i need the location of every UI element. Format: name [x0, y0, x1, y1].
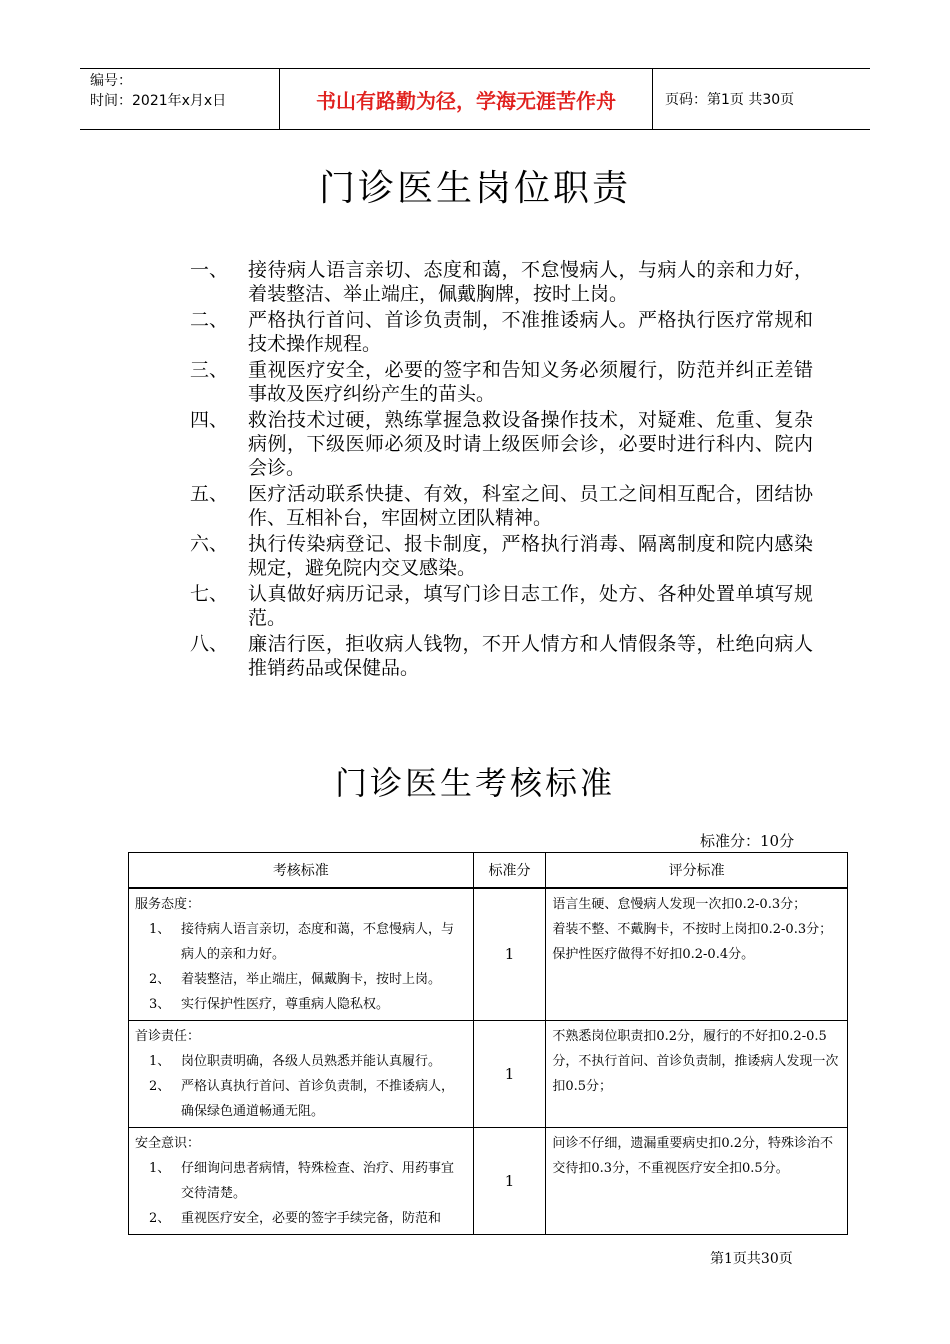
- duty-number: 四、: [190, 409, 229, 431]
- duty-text: 严格执行首问、首诊负责制，不准推诿病人。严格执行医疗常规和技术操作规程。: [248, 309, 813, 355]
- duty-number: 三、: [190, 359, 229, 381]
- table-row: [129, 1021, 848, 1128]
- standard-score-cell: 1: [473, 888, 546, 1021]
- item-text: 重视医疗安全，必要的签字手续完备，防范和: [181, 1211, 442, 1226]
- assessment-standard-cell: [129, 1128, 474, 1235]
- assessment-standard-cell: [129, 888, 474, 1021]
- duty-item: [190, 308, 830, 356]
- duty-item: [190, 632, 830, 680]
- item-number: 1、: [149, 922, 171, 937]
- criteria-line: 不熟悉岗位职责扣0.2分，履行的不好扣0.2-0.5分，不执行首问、首诊负责制，推诿病人发现一次扣0.5分；: [552, 1029, 839, 1094]
- duty-item: [190, 358, 830, 406]
- duty-number: 二、: [190, 309, 229, 331]
- category-label: 安全意识：: [135, 1136, 201, 1151]
- scoring-criteria-cell: [546, 888, 848, 1021]
- category-label: 服务态度：: [135, 897, 201, 912]
- duty-number: 八、: [190, 633, 229, 655]
- item-text: 实行保护性医疗，尊重病人隐私权。: [181, 997, 390, 1012]
- table-row: [129, 888, 848, 1021]
- item-text: 着装整洁，举止端庄，佩戴胸卡，按时上岗。: [181, 972, 442, 987]
- item-text: 接待病人语言亲切，态度和蔼，不怠慢病人，与病人的亲和力好。: [181, 922, 455, 962]
- criteria-line: 语言生硬、怠慢病人发现一次扣0.2-0.3分；: [552, 897, 807, 912]
- item-number: 1、: [149, 1161, 171, 1176]
- column-header: 标准分: [473, 853, 546, 889]
- duty-text: 执行传染病登记、报卡制度，严格执行消毒、隔离制度和院内感染规定，避免院内交叉感染。: [248, 533, 813, 579]
- standard-item: [135, 1049, 467, 1074]
- item-number: 1、: [149, 1054, 171, 1069]
- standard-item: [135, 967, 467, 992]
- assessment-table: [128, 852, 848, 1235]
- scoring-criteria-cell: [546, 1128, 848, 1235]
- duty-item: [190, 408, 830, 480]
- duty-item: [190, 258, 830, 306]
- header-motto: 书山有路勤为径，学海无涯苦作舟: [280, 69, 653, 129]
- item-number: 2、: [149, 972, 171, 987]
- duty-text: 医疗活动联系快捷、有效，科室之间、员工之间相互配合，团结协作、互相补台，牢固树立团队精神。: [248, 483, 813, 529]
- duties-list: [190, 258, 830, 682]
- standard-item: [135, 917, 467, 967]
- duty-number: 七、: [190, 583, 229, 605]
- column-header: 考核标准: [129, 853, 474, 889]
- page-header: [80, 68, 870, 130]
- item-number: 2、: [149, 1079, 171, 1094]
- page-footer: 第1页共30页: [710, 1251, 793, 1267]
- standard-score-cell: 1: [473, 1021, 546, 1128]
- criteria-line: 着装不整、不戴胸卡，不按时上岗扣0.2-0.3分；: [552, 922, 833, 937]
- scoring-criteria-cell: [546, 1021, 848, 1128]
- duty-text: 接待病人语言亲切、态度和蔼，不怠慢病人，与病人的亲和力好，着装整洁、举止端庄，佩戴胸牌，按时上岗。: [248, 259, 813, 305]
- duty-number: 六、: [190, 533, 229, 555]
- item-number: 3、: [149, 997, 171, 1012]
- duty-item: [190, 582, 830, 630]
- item-text: 岗位职责明确，各级人员熟悉并能认真履行。: [181, 1054, 442, 1069]
- criteria-line: 问诊不仔细，遗漏重要病史扣0.2分，特殊诊治不交待扣0.3分，不重视医疗安全扣0.5分。: [552, 1136, 834, 1176]
- duties-title: 门诊医生岗位职责: [318, 168, 631, 209]
- standard-item: [135, 1206, 467, 1231]
- table-header-row: [129, 853, 848, 889]
- standard-item: [135, 1074, 467, 1124]
- duty-text: 认真做好病历记录，填写门诊日志工作，处方、各种处置单填写规范。: [248, 583, 813, 629]
- column-header: 评分标准: [546, 853, 848, 889]
- header-meta: [80, 69, 280, 129]
- duty-text: 救治技术过硬，熟练掌握急救设备操作技术，对疑难、危重、复杂病例，下级医师必须及时请上级医师会诊，必要时进行科内、院内会诊。: [248, 409, 813, 479]
- standard-score-total: 标准分：10分: [700, 832, 795, 850]
- duty-item: [190, 532, 830, 580]
- criteria-line: 保护性医疗做得不好扣0.2-0.4分。: [552, 947, 755, 962]
- document-date-label: 时间：2021年x月x日: [90, 93, 227, 109]
- table-row: [129, 1128, 848, 1235]
- item-text: 严格认真执行首问、首诊负责制，不推诿病人，确保绿色通道畅通无阻。: [181, 1079, 455, 1119]
- standard-item: [135, 1156, 467, 1206]
- item-text: 仔细询问患者病情，特殊检查、治疗、用药事宜交待清楚。: [181, 1161, 455, 1201]
- item-number: 2、: [149, 1211, 171, 1226]
- duty-item: [190, 482, 830, 530]
- category-label: 首诊责任：: [135, 1029, 201, 1044]
- duty-number: 一、: [190, 259, 229, 281]
- duty-number: 五、: [190, 483, 229, 505]
- assessment-title: 门诊医生考核标准: [334, 764, 615, 802]
- duty-text: 重视医疗安全，必要的签字和告知义务必须履行，防范并纠正差错事故及医疗纠纷产生的苗头。: [248, 359, 813, 405]
- header-page-label: 页码：第1页 共30页: [665, 92, 795, 108]
- duty-text: 廉洁行医，拒收病人钱物，不开人情方和人情假条等，杜绝向病人推销药品或保健品。: [248, 633, 813, 679]
- standard-item: [135, 992, 467, 1017]
- assessment-standard-cell: [129, 1021, 474, 1128]
- document-number-label: 编号：: [90, 73, 132, 89]
- standard-score-cell: 1: [473, 1128, 546, 1235]
